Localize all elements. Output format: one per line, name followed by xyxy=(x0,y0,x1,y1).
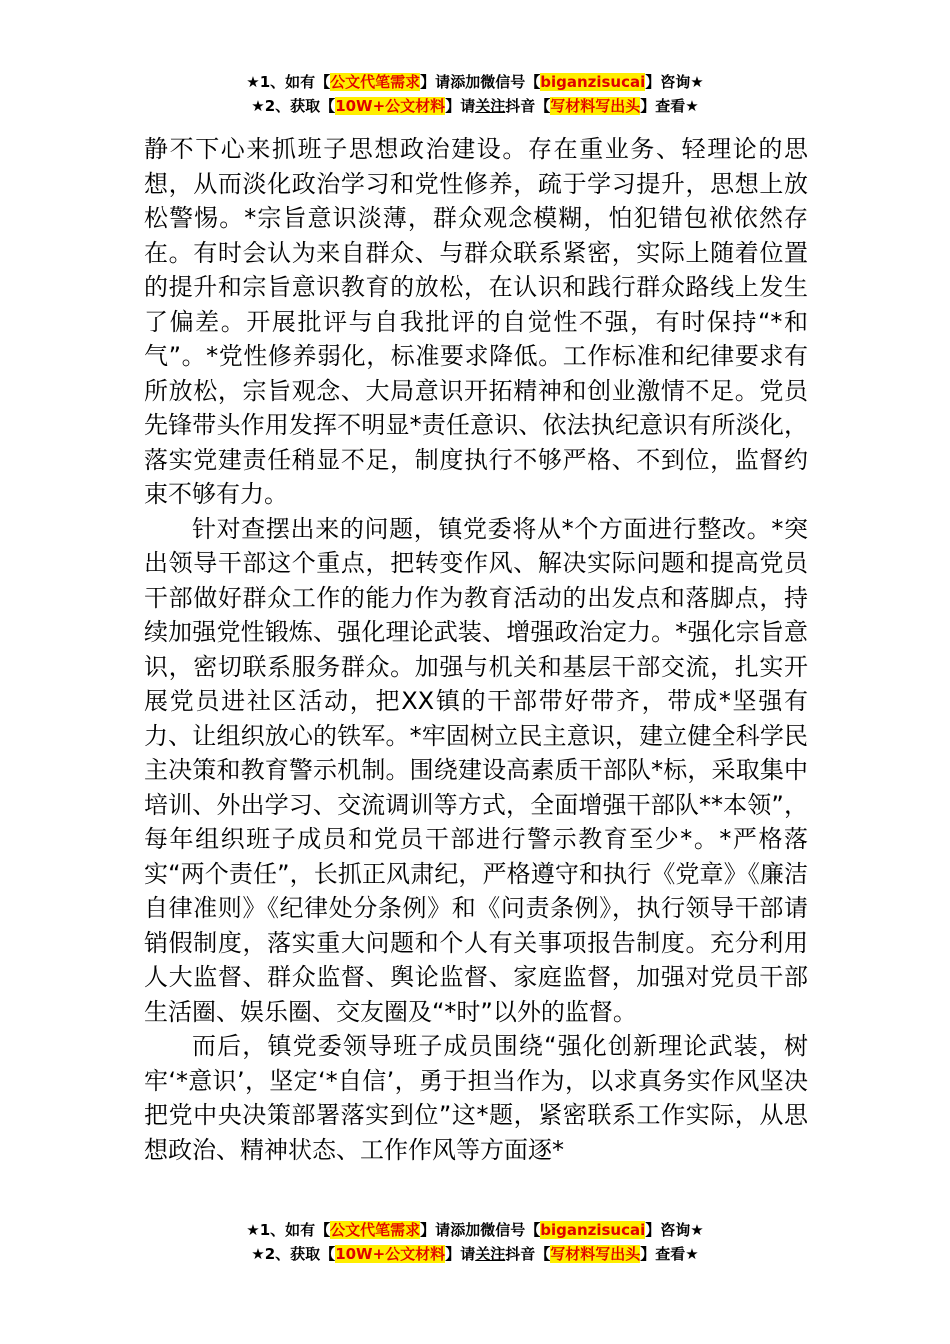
banner-text: 】咨询★ xyxy=(645,73,704,91)
banner-text: 】咨询★ xyxy=(645,1221,704,1239)
paragraph-3: 而后，镇党委领导班子成员围绕“强化创新理论武装，树牢‘*意识’，坚定‘*自信’，勇于担当作为，以求真务实作风坚决把党中央决策部署落实到位”这*题，紧密联系工作实际，从思想政治、精神状态、工作作风等方面逐* xyxy=(144,1032,808,1164)
banner-emphasis: 关注 xyxy=(475,97,506,115)
banner-emphasis: 添加 xyxy=(450,1221,481,1239)
banner-text: 抖音【 xyxy=(505,1245,551,1263)
banner-highlight: 公文代笔需求 xyxy=(330,1221,421,1239)
banner-highlight: 公文代笔需求 xyxy=(330,73,421,91)
banner-line-2 xyxy=(0,1242,950,1266)
banner-text: 微信号【 xyxy=(480,1221,541,1239)
banner-text: 】请 xyxy=(445,1245,476,1263)
banner-highlight: 10W+公文材料 xyxy=(335,1245,446,1263)
banner-highlight: 写材料写出头 xyxy=(550,97,641,115)
banner-text: ★2、获取【 xyxy=(251,1245,336,1263)
banner-highlight: biganzisucai xyxy=(540,1221,646,1239)
header-banner xyxy=(0,70,950,118)
document-body xyxy=(144,132,808,1167)
paragraph-1: 静不下心来抓班子思想政治建设。存在重业务、轻理论的思想，从而淡化政治学习和党性修养，疏于学习提升，思想上放松警惕。*宗旨意识淡薄，群众观念模糊，怕犯错包袱依然存在。有时会认为来自群众、与群众联系紧密，实际上随着位置的提升和宗旨意识教育的放松，在认识和践行群众路线上发生了偏差。开展批评与自我批评的自觉性不强，有时保持“*和气”。*党性修养弱化，标准要求降低。工作标准和纪律要求有所放松，宗旨观念、大局意识开拓精神和创业激情不足。党员先锋带头作用发挥不明显*责任意识、依法执纪意识有所淡化，落实党建责任稍显不足，制度执行不够严格、不到位，监督约束不够有力。 xyxy=(144,135,808,508)
paragraph-2: 针对查摆出来的问题，镇党委将从*个方面进行整改。*突出领导干部这个重点，把转变作风、解决实际问题和提高党员干部做好群众工作的能力作为教育活动的出发点和落脚点，持续加强党性锻炼、强化理论武装、增强政治定力。*强化宗旨意识，密切联系服务群众。加强与机关和基层干部交流，扎实开展党员进社区活动，把XX镇的干部带好带齐，带成*坚强有力、让组织放心的铁军。*牢固树立民主意识，建立健全科学民主决策和教育警示机制。围绕建设高素质干部队*标，采取集中培训、外出学习、交流调训等方式，全面增强干部队**本领”，每年组织班子成员和党员干部进行警示教育至少*。*严格落实“两个责任”，长抓正风肃纪，严格遵守和执行《党章》《廉洁自律准则》《纪律处分条例》和《问责条例》，执行领导干部请销假制度，落实重大问题和个人有关事项报告制度。充分利用人大监督、群众监督、舆论监督、家庭监督，加强对党员干部生活圈、娱乐圈、交友圈及“*时”以外的监督。 xyxy=(144,514,808,1026)
banner-text: ★1、如有【 xyxy=(246,1221,331,1239)
banner-text: 】查看★ xyxy=(640,1245,699,1263)
banner-highlight: biganzisucai xyxy=(540,73,646,91)
banner-text: ★2、获取【 xyxy=(251,97,336,115)
banner-text: 】请 xyxy=(445,97,476,115)
footer-banner xyxy=(0,1218,950,1266)
banner-text: 微信号【 xyxy=(480,73,541,91)
banner-line-1 xyxy=(0,1218,950,1242)
banner-text: ★1、如有【 xyxy=(246,73,331,91)
banner-text: 】查看★ xyxy=(640,97,699,115)
banner-highlight: 写材料写出头 xyxy=(550,1245,641,1263)
banner-text: 】请 xyxy=(420,73,451,91)
banner-emphasis: 添加 xyxy=(450,73,481,91)
banner-line-2 xyxy=(0,94,950,118)
banner-text: 】请 xyxy=(420,1221,451,1239)
banner-text: 抖音【 xyxy=(505,97,551,115)
banner-highlight: 10W+公文材料 xyxy=(335,97,446,115)
banner-emphasis: 关注 xyxy=(475,1245,506,1263)
banner-line-1 xyxy=(0,70,950,94)
